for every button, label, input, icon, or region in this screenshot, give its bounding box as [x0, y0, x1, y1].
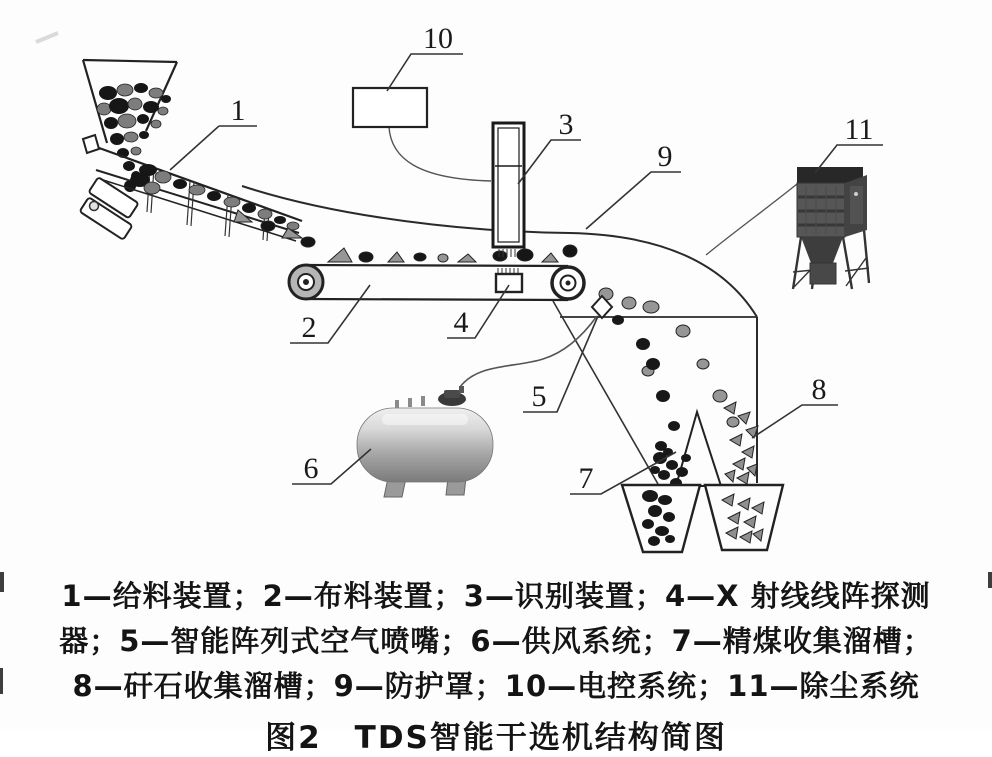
label-4: 4 [453, 306, 469, 339]
callout-1 [170, 94, 257, 170]
label-2: 2 [301, 311, 317, 344]
legend-caption-line-3: 8—矸石收集溜槽；9—防护罩；10—电控系统；11—除尘系统 [72, 669, 920, 703]
callout-8 [752, 373, 838, 438]
scan-edge-mark [988, 572, 992, 588]
coal-trajectory-line [553, 301, 658, 484]
legend-caption-line-1: 1—给料装置；2—布料装置；3—识别装置；4—X 射线线阵探测 [61, 579, 931, 613]
conveyor-belt [289, 265, 584, 300]
label-5: 5 [531, 380, 547, 413]
dust-collector [793, 167, 869, 289]
identification-device [493, 123, 524, 257]
scan-edge-mark [0, 668, 3, 694]
tail-pulley [289, 265, 323, 299]
label-8: 8 [811, 373, 827, 406]
air-hose [460, 316, 597, 387]
label-10: 10 [423, 22, 453, 55]
callout-5 [523, 316, 598, 413]
label-11: 11 [844, 113, 874, 146]
callout-9 [586, 140, 681, 229]
air-supply-tank [357, 386, 493, 497]
callout-3 [518, 108, 581, 184]
label-6: 6 [303, 452, 319, 485]
xray-detector [496, 268, 522, 292]
scan-smudge [36, 33, 58, 42]
falling-coal [612, 315, 680, 451]
callout-11 [815, 113, 883, 173]
label-1: 1 [230, 94, 246, 127]
leader-line-8 [752, 405, 838, 438]
control-system-box [353, 88, 427, 127]
gangue-collection-bin [705, 485, 783, 550]
dust-duct-line [706, 180, 802, 255]
legend-caption-line-2: 器；5—智能阵列式空气喷嘴；6—供风系统；7—精煤收集溜槽； [59, 624, 933, 658]
label-9: 9 [657, 140, 673, 173]
head-pulley [552, 267, 584, 299]
label-7: 7 [578, 462, 594, 495]
chute-end-cap [83, 135, 99, 153]
control-cable [389, 127, 491, 181]
leader-line-9 [586, 172, 681, 229]
tank-valve [438, 386, 466, 406]
scan-edge-mark [0, 572, 4, 592]
leader-line-10 [387, 54, 463, 91]
leader-line-1 [170, 126, 257, 170]
figure-title: 图2 TDS智能干选机结构简图 [265, 720, 727, 756]
discharge-material [234, 210, 315, 247]
leader-line-3 [518, 140, 581, 184]
label-3: 3 [558, 108, 574, 141]
coal-collection-bin [622, 485, 700, 552]
callout-10 [387, 22, 463, 91]
gangue-chute-stream [724, 402, 758, 484]
